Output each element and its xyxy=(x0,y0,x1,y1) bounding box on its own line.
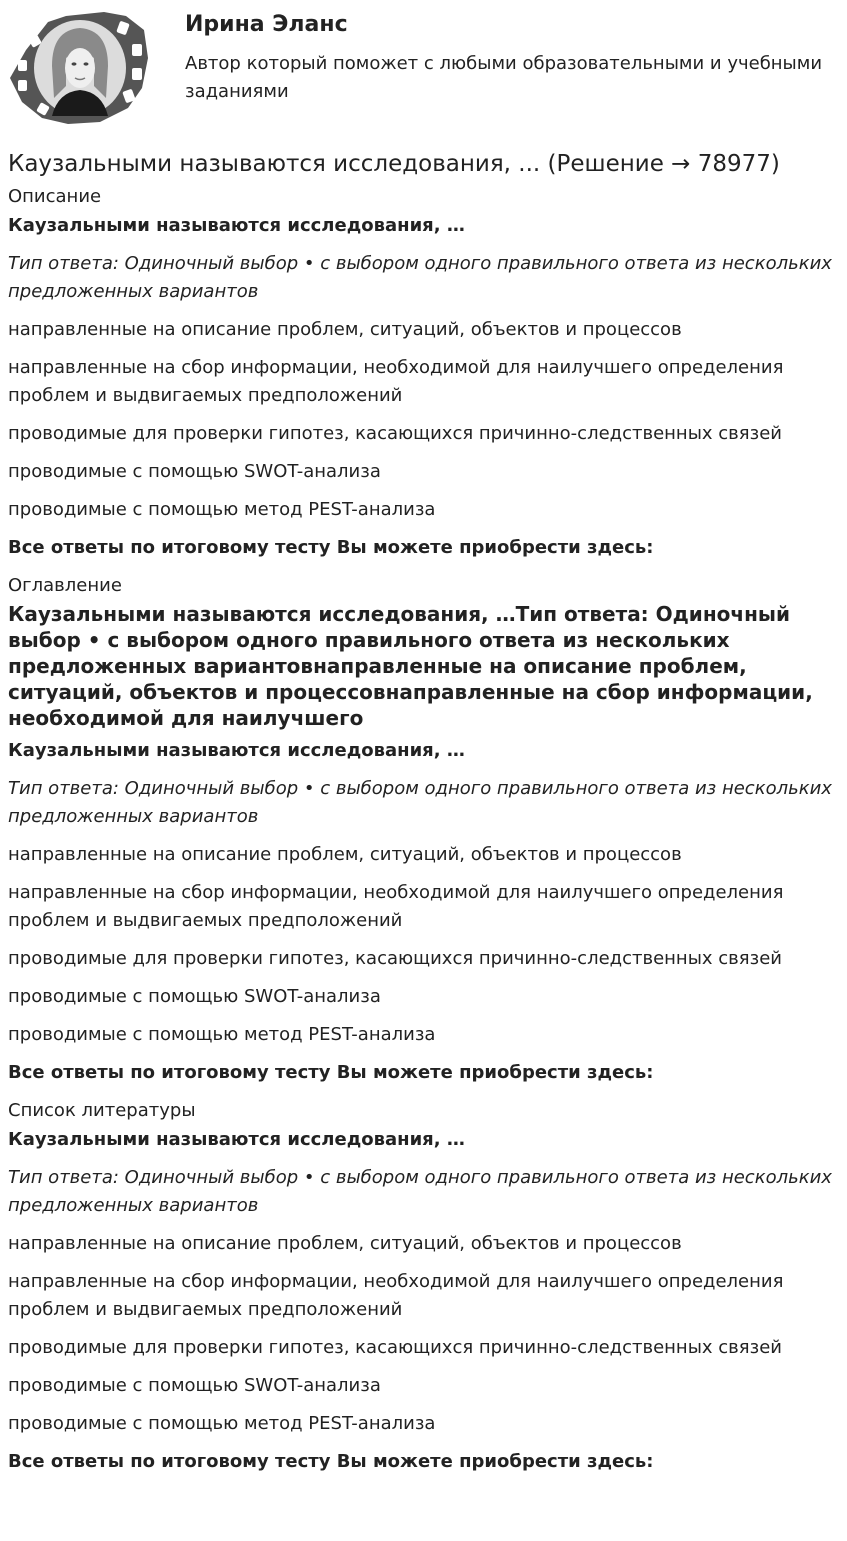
references-section xyxy=(8,1097,838,1476)
author-bio: Автор который поможет с любыми образовательными и учебными заданиями xyxy=(185,53,823,102)
author-name: Ирина Эланс xyxy=(185,12,348,37)
answer-option: проводимые для проверки гипотез, касающихся причинно-следственных связей xyxy=(8,423,782,444)
answer-option: направленные на сбор информации, необходимой для наилучшего определения проблем и выдвигаемых предположений xyxy=(8,357,784,406)
answer-option: проводимые с помощью SWOT-анализа xyxy=(8,461,381,482)
answer-type: Тип ответа: Одиночный выбор • с выбором одного правильного ответа из нескольких предложенных вариантов xyxy=(8,1167,832,1216)
main-content xyxy=(8,146,838,1486)
purchase-note: Все ответы по итоговому тесту Вы можете приобрести здесь: xyxy=(8,1451,654,1472)
answer-option: проводимые с помощью SWOT-анализа xyxy=(8,986,381,1007)
answer-option: направленные на описание проблем, ситуаций, объектов и процессов xyxy=(8,1233,682,1254)
answer-option: направленные на сбор информации, необходимой для наилучшего определения проблем и выдвигаемых предположений xyxy=(8,1271,784,1320)
answer-option: проводимые для проверки гипотез, касающихся причинно-следственных связей xyxy=(8,1337,782,1358)
toc-heading: Каузальными называются исследования, …Тип ответа: Одиночный выбор • с выбором одного правильного ответа из нескольких предложенных вариантовнаправленные на описание проблем, ситуаций, объектов и процессовнаправленные на сбор информации, необходимой для наилучшего xyxy=(8,602,813,730)
section-label-toc: Оглавление xyxy=(8,575,122,596)
answer-option: направленные на описание проблем, ситуаций, объектов и процессов xyxy=(8,319,682,340)
answer-option: направленные на описание проблем, ситуаций, объектов и процессов xyxy=(8,844,682,865)
answer-option: проводимые с помощью метод PEST-анализа xyxy=(8,1024,436,1045)
purchase-note: Все ответы по итоговому тесту Вы можете приобрести здесь: xyxy=(8,1062,654,1083)
author-avatar xyxy=(8,8,150,126)
description-section xyxy=(8,183,838,562)
author-header xyxy=(0,0,847,135)
answer-option: направленные на сбор информации, необходимой для наилучшего определения проблем и выдвигаемых предположений xyxy=(8,882,784,931)
page-title: Каузальными называются исследования, ... (Решение → 78977) xyxy=(8,151,780,177)
answer-option: проводимые с помощью метод PEST-анализа xyxy=(8,499,436,520)
answer-option: проводимые для проверки гипотез, касающихся причинно-следственных связей xyxy=(8,948,782,969)
answer-type: Тип ответа: Одиночный выбор • с выбором одного правильного ответа из нескольких предложенных вариантов xyxy=(8,253,832,302)
toc-section xyxy=(8,572,838,1087)
purchase-note: Все ответы по итоговому тесту Вы можете приобрести здесь: xyxy=(8,537,654,558)
question-text: Каузальными называются исследования, … xyxy=(8,740,465,761)
section-label-references: Список литературы xyxy=(8,1100,196,1121)
section-label-description: Описание xyxy=(8,186,102,207)
answer-option: проводимые с помощью SWOT-анализа xyxy=(8,1375,381,1396)
answer-type: Тип ответа: Одиночный выбор • с выбором одного правильного ответа из нескольких предложенных вариантов xyxy=(8,778,832,827)
question-text: Каузальными называются исследования, … xyxy=(8,215,465,236)
question-text: Каузальными называются исследования, … xyxy=(8,1129,465,1150)
answer-option: проводимые с помощью метод PEST-анализа xyxy=(8,1413,436,1434)
